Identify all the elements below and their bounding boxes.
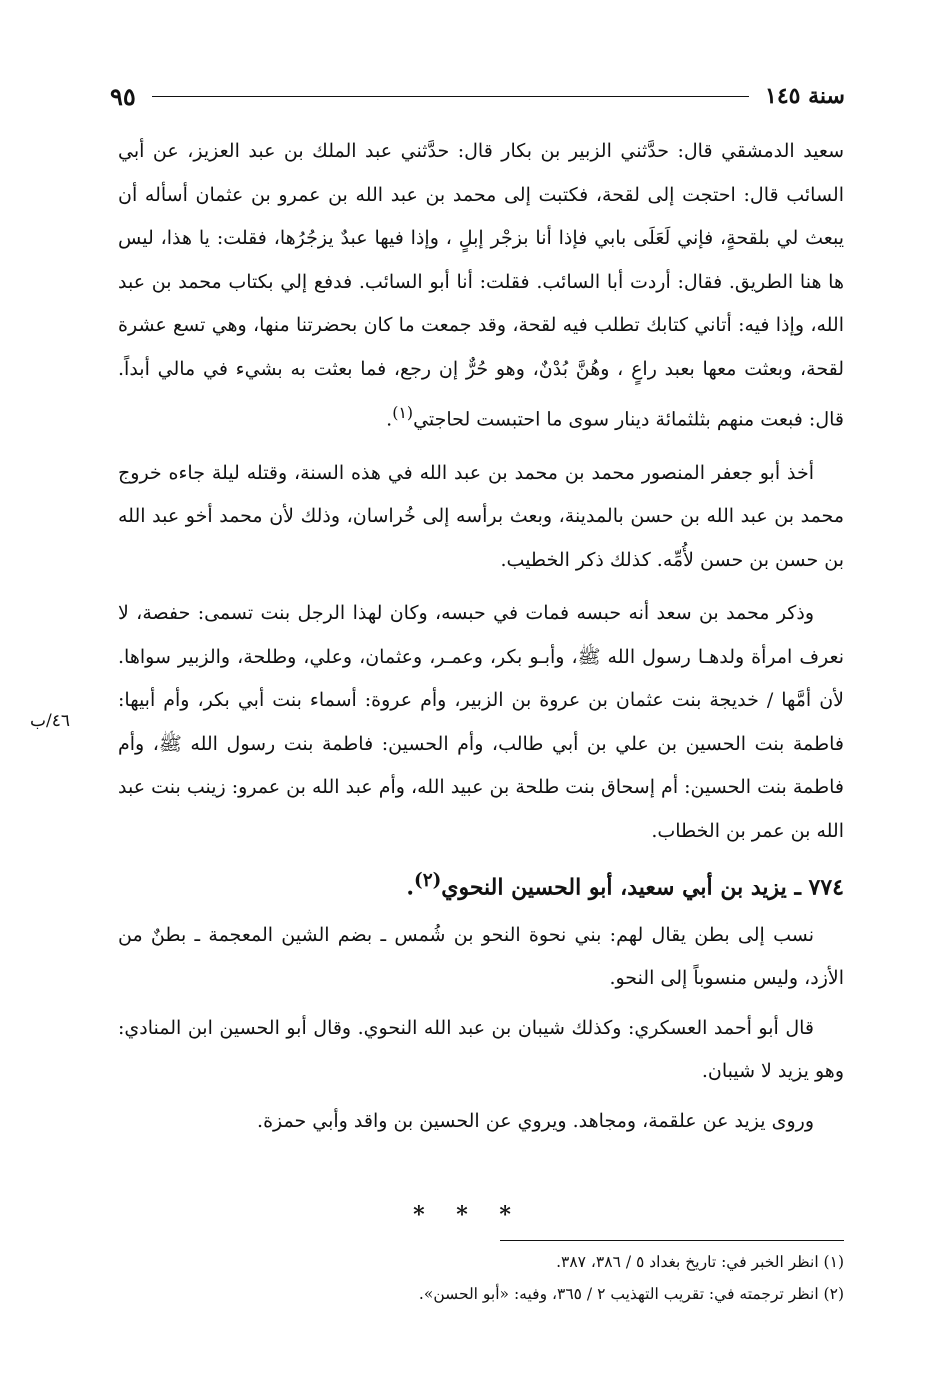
footnote-rule [500,1240,844,1241]
entry-heading [118,859,844,909]
entry-title-text: ٧٧٤ ـ يزيد بن أبي سعيد، أبو الحسين النحوي [441,874,844,901]
running-title: سنة ١٤٥ [765,83,845,109]
main-text [118,130,844,1143]
header-rule [152,96,749,97]
paragraph: نسب إلى بطن يقال لهم: بني نحوة النحو بن شُمس ـ بضم الشين المعجمة ـ بطنٌ من الأزد، وليس منسوباً إلى النحو. [118,923,844,990]
section-separator: * * * [413,1202,523,1228]
paragraph: أخذ أبو جعفر المنصور محمد بن محمد بن عبد الله في هذه السنة، وقتله ليلة جاءه خروج محمد بن عبد الله بن حسن بالمدينة، وبعث برأسه إلى خُراسان، وذلك لأن محمد أخو عبد الله بن حسن بن حسن لأُمِّه. كذلك ذكر الخطيب. [118,461,844,571]
footnote-ref: (٢) [414,870,442,892]
footnote: (١) انظر الخبر في: تاريخ بغداد ٥ / ٣٨٦، ٣٨٧. [556,1253,844,1271]
paragraph: وذكر محمد بن سعد أنه حبسه فمات في حبسه، وكان لهذا الرجل بنت تسمى: حفصة، لا نعرف امرأة ولدهـا رسول الله ﷺ، وأبـو بكر، وعمـر، وعثمان، وعلي، وطلحة، والزبير سواها. لأن أمَّها / خديجة بنت عثمان بن عروة بن الزبير، وأم عروة: أسماء بنت أبي بكر، وأم أبيها: فاطمة بنت الحسين بن علي بن أبي طالب، وأم الحسين: فاطمة بنت رسول الله ﷺ، وأم فاطمة بنت الحسين: أم إسحاق بنت طلحة بن عبيد الله، وأم عبد الله بن عمرو: زينب بنت عبد الله بن عمر بن الخطاب. [118,602,844,842]
entry-title-end: . [406,874,415,901]
paragraph-text: سعيد الدمشقي قال: حدَّثني الزبير بن بكار قال: حدَّثني عبد الملك بن عبد العزيز، عن أبي السائب قال: احتجت إلى لقحة، فكتبت إلى محمد بن عبد الله بن عمرو بن عثمان أسأله أن يبعث لي بلقحةٍ، فإني لَعَلَى بابي فإذا أنا بزجْر إبلٍ ، وإذا فيها عبدٌ يزجُرُها، فقلت: يا هذا، ليس ها هنا الطريق. فقال: أردت أبا السائب. فقلت: أنا أبو السائب. فدفع إلي بكتاب محمد بن عبد الله، وإذا فيه: أتاني كتابك تطلب فيه لقحة، وقد جمعت ما كان بحضرتنا منها، وهي تسع عشرة لقحة، وبعثت معها بعبد راعٍ ، وهُنَّ بُدْنٌ، وهو حُرٌّ إن رجع، فما بعثت به بشيء في مالي أبداً. قال: فبعت منهم بثلثمائة دينار سوى ما احتبست لحاجتي [118,140,844,431]
paragraph: وروى يزيد عن علقمة، ومجاهد. ويروي عن الحسين بن واقد وأبي حمزة. [257,1109,814,1132]
footnote: (٢) انظر ترجمته في: تقريب التهذيب ٢ / ٣٦٥، وفيه: «أبو الحسن». [418,1285,844,1303]
paragraph [118,130,844,442]
paragraph: قال أبو أحمد العسكري: وكذلك شيبان بن عبد الله النحوي. وقال أبو الحسين ابن المنادي: وهو يزيد لا شيبان. [118,1016,844,1083]
footnote-ref: (١) [392,403,414,422]
page-number: ٩٥ [110,81,136,111]
page-header [110,78,845,114]
footnotes [300,1246,844,1310]
paragraph-end: . [386,408,393,431]
manuscript-folio-note: ٤٦/ب [30,711,70,731]
